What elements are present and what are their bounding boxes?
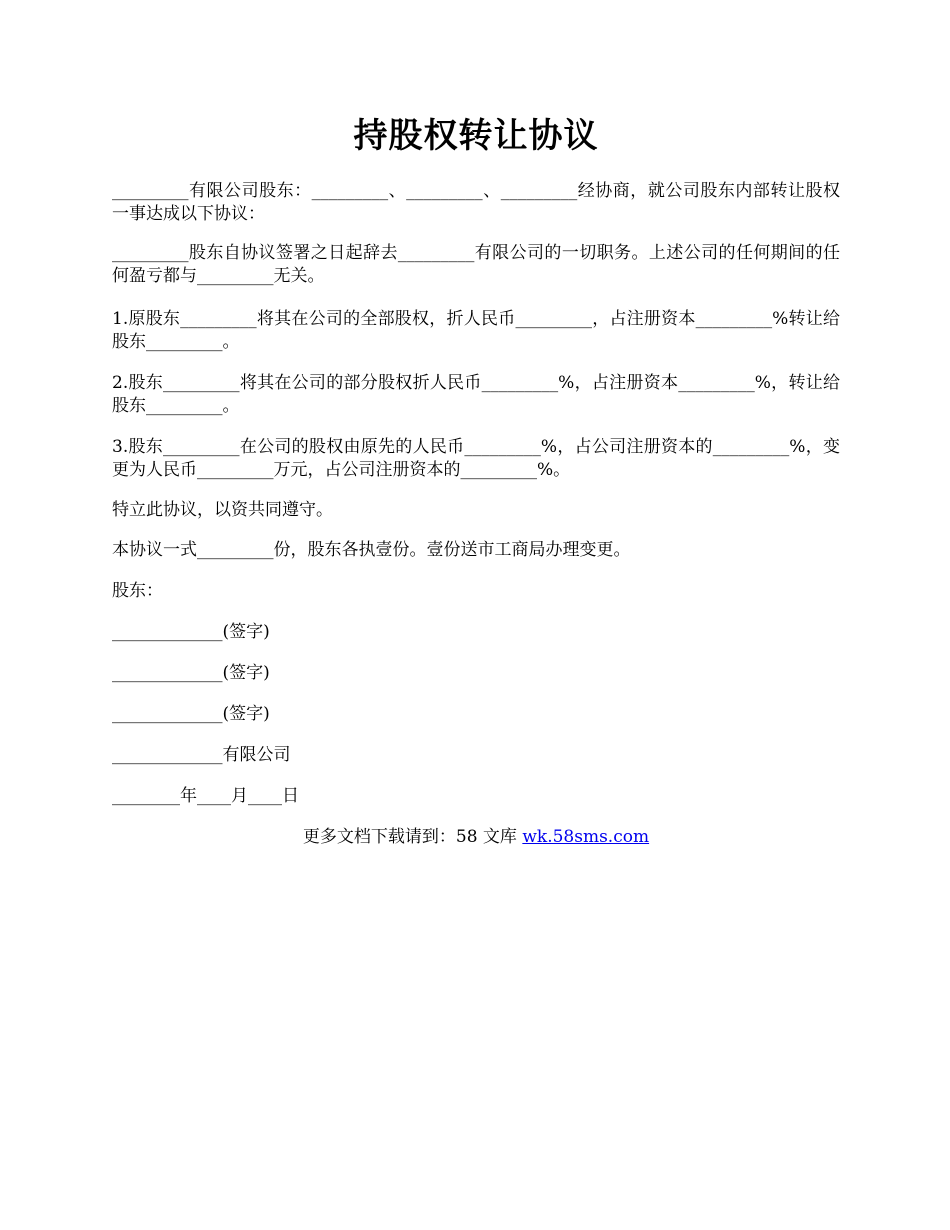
clause-1-paragraph: 1.原股东_________将其在公司的全部股权，折人民币_________，占注册资本_________%转让给股东_________。: [112, 309, 840, 352]
signature-line-2: _____________(签字): [112, 663, 270, 683]
footer: [112, 826, 840, 849]
footer-text: 更多文档下载请到：58 文库: [302, 827, 523, 847]
shareholders-label: 股东：: [112, 581, 163, 601]
clause-3-paragraph: 3.股东_________在公司的股权由原先的人民币_________%，占公司注册资本的_________%，变更为人民币_________万元，占公司注册资本的_________%。: [112, 437, 840, 480]
company-name-line: _____________有限公司: [112, 745, 291, 765]
agreement-statement: 特立此协议，以资共同遵守。: [112, 500, 333, 520]
footer-link[interactable]: wk.58sms.com: [522, 827, 650, 847]
intro-paragraph: _________有限公司股东：_________、_________、_________经协商，就公司股东内部转让股权一事达成以下协议：: [112, 181, 840, 224]
date-line: ________年____月____日: [112, 786, 299, 806]
signature-line-3: _____________(签字): [112, 704, 270, 724]
document-title: 持股权转让协议: [353, 116, 599, 156]
signature-line-1: _____________(签字): [112, 622, 270, 642]
resignation-paragraph: _________股东自协议签署之日起辞去_________有限公司的一切职务。上述公司的任何期间的任何盈亏都与_________无关。: [112, 243, 840, 286]
clause-2-paragraph: 2.股东_________将其在公司的部分股权折人民币_________%，占注册资本_________%，转让给股东_________。: [112, 373, 840, 416]
copies-statement: 本协议一式_________份，股东各执壹份。壹份送市工商局办理变更。: [112, 540, 631, 560]
